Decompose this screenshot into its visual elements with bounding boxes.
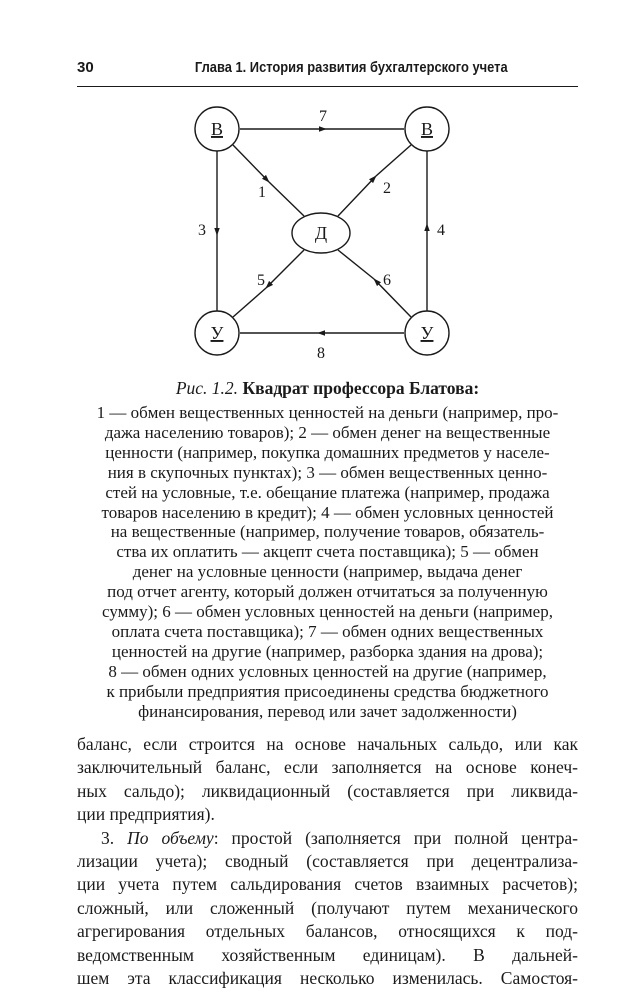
figure-caption	[77, 378, 578, 399]
edge-label-1: 1	[258, 184, 266, 201]
node-label-top-left: В	[210, 119, 224, 139]
body-line: агрегирования отдельных балансов, относящихся к под-	[77, 921, 578, 942]
edge-5-line	[266, 250, 304, 288]
legend-line: на вещественные (например, получение товаров, обязатель-	[110, 522, 545, 542]
body-line: шем эта классификация несколько изменилась. Самостоя-	[77, 967, 578, 988]
node-label-bottom-right: У	[420, 323, 434, 343]
page-header	[77, 52, 578, 87]
paragraph-3-first-line	[77, 827, 578, 850]
legend-line: дажа населению товаров); 2 — обмен денег на вещественные	[104, 422, 551, 442]
edge-label-6: 6	[383, 272, 391, 289]
edge-label-4: 4	[437, 222, 445, 239]
body-text	[77, 733, 578, 990]
legend-line: сумму); 6 — обмен условных ценностей на деньги (например,	[102, 602, 553, 622]
body-line: ции учета путем сальдирования счетов взаимных расчетов);	[77, 874, 578, 895]
edge-1-line-rest	[269, 182, 304, 216]
legend-line: стей на условные, т.е. обещание платежа (например, продажа	[105, 482, 550, 502]
legend-line: финансирования, перевод или зачет задолженности)	[138, 701, 517, 721]
legend-line: 1 — обмен вещественных ценностей на деньги (например, про-	[96, 403, 559, 422]
edge-6-line-rest	[338, 250, 374, 279]
paragraph-3-first-text: : простой (заполняется при полной центра-	[213, 827, 579, 848]
figure-title: Квадрат профессора Блатова:	[242, 378, 480, 398]
node-label-bottom-left: У	[210, 323, 224, 343]
legend-line: оплата счета поставщика); 7 — обмен одних вещественных	[111, 621, 544, 641]
blatov-square-diagram	[150, 100, 490, 370]
edge-label-5: 5	[257, 272, 265, 289]
chapter-title: Глава 1. История развития бухгалтерского учета	[195, 59, 508, 76]
figure-legend	[77, 403, 578, 722]
body-line: сложный, или сложенный (получают путем механического	[77, 897, 578, 918]
legend-line: денег на условные ценности (например, выдача денег	[132, 562, 523, 582]
legend-line: ценности (например, покупка домашних предметов у населе-	[105, 442, 550, 462]
paragraph-3-number: 3.	[101, 827, 115, 848]
legend-line: ния в скупочных пунктах); 3 — обмен вещественных ценно-	[107, 462, 548, 482]
edge-2-line-rest	[376, 145, 411, 176]
legend-line: 8 — обмен одних условных ценностей на другие (например,	[108, 661, 547, 681]
node-label-top-right: В	[420, 119, 434, 139]
body-line: ных сальдо); ликвидационный (составляется при ликвида-	[77, 780, 578, 801]
edge-6-line	[374, 279, 411, 317]
edge-1-line	[233, 145, 269, 182]
edge-label-2: 2	[383, 180, 391, 197]
legend-line: к прибыли предприятия присоединены средства бюджетного	[106, 681, 549, 701]
body-line: ведомственным хозяйственным единицам). В дальней-	[77, 944, 578, 965]
edge-label-3: 3	[198, 222, 206, 239]
edge-label-8: 8	[317, 345, 325, 362]
figure-label: Рис. 1.2.	[175, 378, 239, 398]
edge-label-7: 7	[319, 108, 327, 125]
legend-line: товаров населению в кредит); 4 — обмен условных ценностей	[101, 502, 554, 522]
body-line: заключительный баланс, если заполняется на основе конеч-	[77, 757, 578, 778]
legend-line: ства их оплатить — акцепт счета поставщика); 5 — обмен	[116, 542, 539, 562]
body-line: лизации учета); сводный (составляется при децентрализа-	[77, 850, 578, 871]
node-label-center: Д	[314, 223, 328, 243]
page-number: 30	[77, 59, 94, 76]
edge-5-line-rest	[233, 288, 266, 317]
legend-line: под отчет агенту, который должен отчитаться за полученную	[107, 582, 548, 602]
edge-2-line	[338, 176, 376, 216]
body-line: баланс, если строится на основе начальных сальдо, или как	[77, 734, 578, 754]
paragraph-3-term: По объему	[127, 827, 214, 848]
legend-line: ценностей на другие (например, разборка здания на дрова);	[111, 641, 544, 661]
body-line: ции предприятия).	[77, 804, 215, 825]
